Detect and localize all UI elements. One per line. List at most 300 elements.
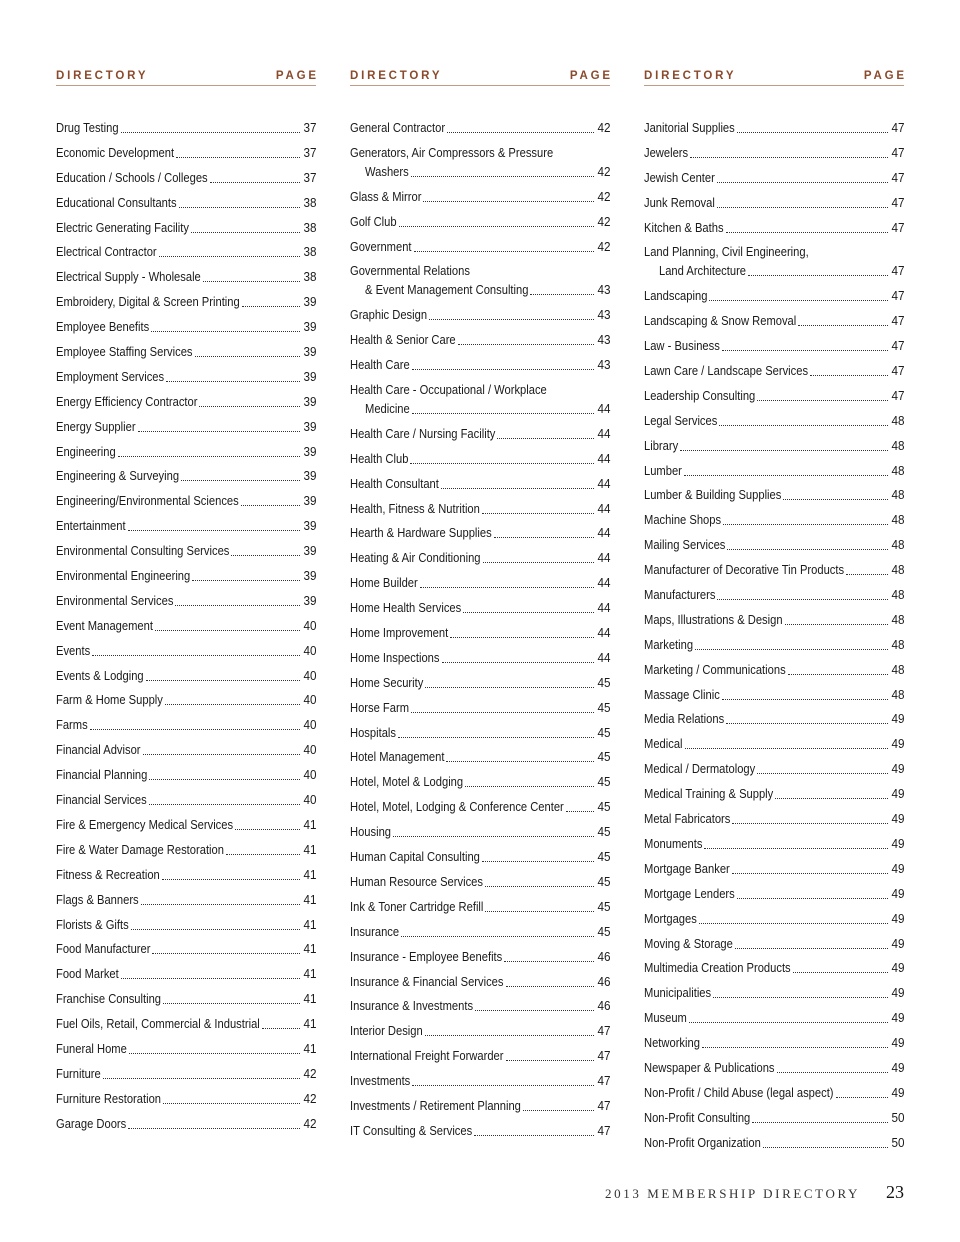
entry-page: 48 xyxy=(890,686,904,702)
entry-page: 44 xyxy=(596,450,610,466)
dot-leader xyxy=(689,1022,888,1023)
entry-name: Marketing / Communications xyxy=(644,661,786,677)
directory-entry xyxy=(350,449,610,468)
directory-entry xyxy=(644,834,904,853)
entry-page: 40 xyxy=(302,617,316,633)
dot-leader xyxy=(412,1085,593,1086)
directory-entry xyxy=(350,305,610,324)
directory-entry xyxy=(350,355,610,374)
entry-name: Newspaper & Publications xyxy=(644,1059,775,1075)
entry-name: Medical / Dermatology xyxy=(644,761,756,777)
entry-name: Non-Profit Organization xyxy=(644,1134,761,1150)
directory-heading: DIRECTORY xyxy=(644,70,737,82)
directory-entry xyxy=(644,461,904,480)
dot-leader xyxy=(702,1047,888,1048)
entry-page: 44 xyxy=(596,550,610,566)
entry-name: Law - Business xyxy=(644,338,720,354)
entry-page: 49 xyxy=(890,835,904,851)
directory-entry xyxy=(350,143,610,181)
entry-page: 47 xyxy=(890,169,904,185)
entry-page: 48 xyxy=(890,562,904,578)
directory-entry xyxy=(350,523,610,542)
entry-page: 39 xyxy=(302,368,316,384)
directory-entry xyxy=(350,1096,610,1115)
entry-name: Golf Club xyxy=(350,213,397,229)
dot-leader xyxy=(131,929,300,930)
entry-page: 47 xyxy=(596,1097,610,1113)
directory-entry xyxy=(644,336,904,355)
dot-leader xyxy=(128,1128,299,1129)
directory-entry xyxy=(644,286,904,305)
directory-entry xyxy=(644,411,904,430)
dot-leader xyxy=(210,182,300,183)
dot-leader xyxy=(695,649,887,650)
dot-leader xyxy=(121,132,300,133)
entry-page: 44 xyxy=(596,525,610,541)
entry-name: Massage Clinic xyxy=(644,686,720,702)
entry-page: 48 xyxy=(890,636,904,652)
dot-leader xyxy=(92,655,299,656)
entry-name: Manufacturer of Decorative Tin Products xyxy=(644,562,845,578)
entry-page: 40 xyxy=(302,717,316,733)
dot-leader xyxy=(506,986,594,987)
entry-page: 45 xyxy=(596,873,610,889)
entry-name: Human Capital Consulting xyxy=(350,849,480,865)
directory-entry xyxy=(56,118,316,137)
dot-leader xyxy=(90,729,300,730)
entry-name: Health Club xyxy=(350,450,409,466)
dot-leader xyxy=(181,480,299,481)
column-header xyxy=(644,70,907,86)
directory-entry xyxy=(56,666,316,685)
dot-leader xyxy=(723,524,887,525)
directory-entry xyxy=(644,193,904,212)
entry-text xyxy=(644,242,904,280)
entry-name: Food Manufacturer xyxy=(56,941,151,957)
directory-entry xyxy=(350,1021,610,1040)
entry-page: 44 xyxy=(596,600,610,616)
directory-entry xyxy=(56,591,316,610)
entry-name: Interior Design xyxy=(350,1023,423,1039)
entry-name: Jewish Center xyxy=(644,169,715,185)
dot-leader xyxy=(165,704,300,705)
entry-name: Health, Fitness & Nutrition xyxy=(350,500,480,516)
entry-page: 38 xyxy=(302,194,316,210)
entry-page: 49 xyxy=(890,860,904,876)
directory-entry xyxy=(350,772,610,791)
dot-leader xyxy=(793,972,888,973)
entry-continuation-row xyxy=(644,261,904,280)
dot-leader xyxy=(241,505,300,506)
dot-leader xyxy=(463,612,593,613)
directory-entry xyxy=(56,740,316,759)
entry-name: Embroidery, Digital & Screen Printing xyxy=(56,294,240,310)
dot-leader xyxy=(446,761,593,762)
entry-page: 46 xyxy=(596,948,610,964)
directory-entry xyxy=(350,996,610,1015)
entry-name: Employee Benefits xyxy=(56,319,150,335)
directory-entry xyxy=(350,380,610,418)
dot-leader xyxy=(757,773,887,774)
dot-leader xyxy=(788,674,888,675)
entry-name: Flags & Banners xyxy=(56,891,139,907)
column-header xyxy=(350,70,613,86)
entry-name: Employment Services xyxy=(56,368,165,384)
directory-entry xyxy=(56,1064,316,1083)
entry-page: 40 xyxy=(302,667,316,683)
entry-page: 41 xyxy=(302,866,316,882)
dot-leader xyxy=(763,1147,888,1148)
dot-leader xyxy=(191,232,300,233)
entry-page: 47 xyxy=(890,338,904,354)
entry-page: 49 xyxy=(890,761,904,777)
dot-leader xyxy=(726,723,887,724)
dot-leader xyxy=(485,886,594,887)
entry-name: Museum xyxy=(644,1010,687,1026)
dot-leader xyxy=(425,687,593,688)
entry-name: Environmental Consulting Services xyxy=(56,543,230,559)
dot-leader xyxy=(717,207,888,208)
entry-continuation-row xyxy=(350,399,610,418)
directory-entry xyxy=(350,947,610,966)
directory-entry xyxy=(644,709,904,728)
dot-leader xyxy=(680,450,887,451)
dot-leader xyxy=(143,754,300,755)
dot-leader xyxy=(411,712,594,713)
dot-leader xyxy=(129,1053,300,1054)
dot-leader xyxy=(412,413,594,414)
dot-leader xyxy=(176,157,299,158)
entry-name: Mortgage Lenders xyxy=(644,885,735,901)
entry-page: 44 xyxy=(596,625,610,641)
directory-entry xyxy=(644,934,904,953)
entry-page: 49 xyxy=(890,1059,904,1075)
entry-name: Glass & Mirror xyxy=(350,188,422,204)
dot-leader xyxy=(690,157,887,158)
entry-page: 39 xyxy=(302,468,316,484)
dot-leader xyxy=(699,923,888,924)
entry-name: Government xyxy=(350,238,412,254)
directory-entry xyxy=(644,485,904,504)
entry-name: Horse Farm xyxy=(350,699,410,715)
entry-page: 42 xyxy=(596,213,610,229)
directory-entry xyxy=(56,317,316,336)
directory-entry xyxy=(56,815,316,834)
directory-entry xyxy=(56,915,316,934)
entry-name: Funeral Home xyxy=(56,1040,127,1056)
directory-entry xyxy=(350,499,610,518)
directory-entry xyxy=(56,267,316,286)
directory-entry xyxy=(56,442,316,461)
entry-name: Financial Planning xyxy=(56,767,148,783)
directory-entry xyxy=(644,610,904,629)
directory-entry xyxy=(644,784,904,803)
entry-name: Farm & Home Supply xyxy=(56,692,163,708)
dot-leader xyxy=(474,1135,593,1136)
directory-entry xyxy=(350,648,610,667)
dot-leader xyxy=(179,207,300,208)
entry-name: Multimedia Creation Products xyxy=(644,960,791,976)
entry-name: Farms xyxy=(56,717,88,733)
entry-page: 41 xyxy=(302,841,316,857)
entry-name: Medical xyxy=(644,736,683,752)
entry-page: 42 xyxy=(302,1065,316,1081)
entry-page: 50 xyxy=(890,1134,904,1150)
entry-name: Medical Training & Supply xyxy=(644,786,774,802)
entry-name: Events xyxy=(56,642,91,658)
entry-page: 50 xyxy=(890,1109,904,1125)
entry-name: Hospitals xyxy=(350,724,396,740)
entry-page: 45 xyxy=(596,824,610,840)
dot-leader xyxy=(482,861,594,862)
entry-page: 46 xyxy=(596,998,610,1014)
directory-column-3 xyxy=(644,70,907,1158)
entry-page: 47 xyxy=(890,120,904,135)
entry-page: 45 xyxy=(596,849,610,865)
entry-name: Health Care / Nursing Facility xyxy=(350,425,496,441)
dot-leader xyxy=(713,997,887,998)
entry-name: Insurance xyxy=(350,923,400,939)
entry-page: 38 xyxy=(302,269,316,285)
entry-name: Mailing Services xyxy=(644,537,726,553)
entry-page: 43 xyxy=(596,307,610,323)
entry-page: 47 xyxy=(596,1073,610,1089)
entry-name: Mortgage Banker xyxy=(644,860,730,876)
entry-text xyxy=(350,143,610,181)
dot-leader xyxy=(411,176,594,177)
directory-entry xyxy=(644,1133,904,1152)
directory-entry xyxy=(644,635,904,654)
entry-name: Engineering & Surveying xyxy=(56,468,180,484)
entry-name: Leadership Consulting xyxy=(644,387,756,403)
entry-page: 42 xyxy=(596,238,610,254)
dot-leader xyxy=(398,737,594,738)
dot-leader xyxy=(783,499,887,500)
directory-entry xyxy=(350,698,610,717)
entry-list xyxy=(350,118,610,1140)
entry-name: Moving & Storage xyxy=(644,935,733,951)
entry-name: Marketing xyxy=(644,636,694,652)
entry-page: 44 xyxy=(596,649,610,665)
entry-name: Maps, Illustrations & Design xyxy=(644,611,783,627)
entry-name: Investments xyxy=(350,1073,411,1089)
entry-name: Environmental Services xyxy=(56,592,174,608)
entry-name: Education / Schools / Colleges xyxy=(56,169,208,185)
entry-page: 45 xyxy=(596,898,610,914)
dot-leader xyxy=(810,375,887,376)
entry-name: Lumber xyxy=(644,462,682,478)
entry-name: Garage Doors xyxy=(56,1115,127,1131)
entry-page: 49 xyxy=(890,960,904,976)
entry-name: Event Management xyxy=(56,617,153,633)
entry-page: 49 xyxy=(890,736,904,752)
directory-entry xyxy=(56,392,316,411)
entry-page: 44 xyxy=(596,425,610,441)
dot-leader xyxy=(836,1097,888,1098)
directory-entry xyxy=(644,759,904,778)
directory-entry xyxy=(644,685,904,704)
entry-page: 40 xyxy=(302,642,316,658)
directory-entry xyxy=(350,1121,610,1140)
dot-leader xyxy=(423,201,593,202)
entry-name: Financial Services xyxy=(56,792,147,808)
entry-name: Networking xyxy=(644,1035,700,1051)
entry-name: Health Consultant xyxy=(350,475,439,491)
entry-name-continued: & Event Management Consulting xyxy=(365,282,529,298)
entry-page: 42 xyxy=(596,163,610,179)
directory-entry xyxy=(56,690,316,709)
directory-entry xyxy=(56,168,316,187)
entry-page: 45 xyxy=(596,674,610,690)
dot-leader xyxy=(412,369,594,370)
entry-name: Energy Efficiency Contractor xyxy=(56,393,198,409)
entry-name: Employee Staffing Services xyxy=(56,344,193,360)
entry-page: 37 xyxy=(302,120,316,135)
entry-name: Ink & Toner Cartridge Refill xyxy=(350,898,484,914)
directory-entry xyxy=(644,859,904,878)
entry-name: Generators, Air Compressors & Pressure xyxy=(350,144,554,160)
dot-leader xyxy=(203,281,300,282)
dot-leader xyxy=(393,836,594,837)
dot-leader xyxy=(141,904,300,905)
entry-page: 47 xyxy=(890,144,904,160)
entry-page: 47 xyxy=(890,194,904,210)
entry-page: 39 xyxy=(302,518,316,534)
directory-entry xyxy=(350,872,610,891)
entry-name: Home Health Services xyxy=(350,600,462,616)
entry-page: 49 xyxy=(890,885,904,901)
entry-name: Lawn Care / Landscape Services xyxy=(644,363,809,379)
dot-leader xyxy=(235,829,299,830)
entry-page: 41 xyxy=(302,1040,316,1056)
entry-page: 39 xyxy=(302,592,316,608)
entry-name: Hotel, Motel, Lodging & Conference Center xyxy=(350,799,564,815)
entry-text xyxy=(350,380,610,418)
entry-name: Food Market xyxy=(56,966,119,982)
entry-name: Municipalities xyxy=(644,985,712,1001)
entry-page: 49 xyxy=(890,1084,904,1100)
entry-page: 38 xyxy=(302,244,316,260)
directory-entry xyxy=(644,909,904,928)
directory-entry xyxy=(644,535,904,554)
page-heading: PAGE xyxy=(863,70,907,82)
entry-page: 45 xyxy=(596,774,610,790)
dot-leader xyxy=(103,1078,300,1079)
entry-page: 43 xyxy=(596,332,610,348)
entry-page: 39 xyxy=(302,443,316,459)
directory-entry xyxy=(56,964,316,983)
directory-entry xyxy=(56,641,316,660)
dot-leader xyxy=(737,898,888,899)
entry-name: Governmental Relations xyxy=(350,263,470,279)
entry-name: Financial Advisor xyxy=(56,742,141,758)
entry-name: Housing xyxy=(350,824,392,840)
dot-leader xyxy=(420,587,594,588)
directory-entry xyxy=(644,958,904,977)
directory-entry xyxy=(56,865,316,884)
dot-leader xyxy=(775,798,887,799)
dot-leader xyxy=(722,350,888,351)
entry-name: Mortgages xyxy=(644,910,697,926)
entry-page: 41 xyxy=(302,816,316,832)
directory-entry xyxy=(56,566,316,585)
dot-leader xyxy=(506,1060,594,1061)
entry-page: 43 xyxy=(596,357,610,373)
entry-name: Entertainment xyxy=(56,518,126,534)
dot-leader xyxy=(401,936,593,937)
dot-leader xyxy=(735,948,888,949)
page-heading: PAGE xyxy=(275,70,319,82)
dot-leader xyxy=(684,475,888,476)
directory-entry xyxy=(644,168,904,187)
dot-leader xyxy=(748,275,888,276)
entry-page: 44 xyxy=(596,500,610,516)
directory-entry xyxy=(56,890,316,909)
entry-page: 41 xyxy=(302,1016,316,1032)
directory-entry xyxy=(644,242,904,280)
column-header xyxy=(56,70,319,86)
entry-page: 39 xyxy=(302,418,316,434)
footer-title: 2013 MEMBERSHIP DIRECTORY xyxy=(605,1186,860,1201)
directory-entry xyxy=(644,1008,904,1027)
entry-text xyxy=(350,261,610,299)
dot-leader xyxy=(494,537,594,538)
dot-leader xyxy=(727,549,887,550)
entry-page: 41 xyxy=(302,966,316,982)
dot-leader xyxy=(785,624,888,625)
entry-page: 49 xyxy=(890,711,904,727)
directory-heading: DIRECTORY xyxy=(56,70,149,82)
entry-name: Insurance & Financial Services xyxy=(350,973,504,989)
entry-page: 48 xyxy=(890,587,904,603)
entry-page: 39 xyxy=(302,344,316,360)
dot-leader xyxy=(709,300,887,301)
entry-name: Insurance - Employee Benefits xyxy=(350,948,503,964)
entry-name: Home Improvement xyxy=(350,625,449,641)
entry-name: Furniture Restoration xyxy=(56,1090,162,1106)
entry-name: Library xyxy=(644,437,679,453)
directory-entry xyxy=(644,809,904,828)
dot-leader xyxy=(149,779,299,780)
dot-leader xyxy=(152,953,299,954)
entry-name: Heating & Air Conditioning xyxy=(350,550,481,566)
entry-page: 41 xyxy=(302,941,316,957)
directory-entry xyxy=(350,237,610,256)
entry-name: Fire & Emergency Medical Services xyxy=(56,816,234,832)
dot-leader xyxy=(195,356,300,357)
entry-page: 47 xyxy=(596,1122,610,1138)
entry-page: 40 xyxy=(302,767,316,783)
directory-entry xyxy=(644,386,904,405)
entry-page: 40 xyxy=(302,742,316,758)
entry-name: Home Inspections xyxy=(350,649,440,665)
directory-entry xyxy=(56,342,316,361)
entry-name: Hotel Management xyxy=(350,749,445,765)
dot-leader xyxy=(737,132,888,133)
entry-page: 39 xyxy=(302,393,316,409)
entry-name: Land Planning, Civil Engineering, xyxy=(644,244,809,260)
directory-entry xyxy=(350,847,610,866)
dot-leader xyxy=(458,344,594,345)
entry-name: Health & Senior Care xyxy=(350,332,456,348)
directory-column-2 xyxy=(350,70,613,1146)
entry-page: 39 xyxy=(302,568,316,584)
page-footer xyxy=(605,1182,904,1203)
entry-name: Legal Services xyxy=(644,412,718,428)
directory-entry xyxy=(56,491,316,510)
dot-leader xyxy=(566,811,594,812)
entry-page: 47 xyxy=(890,219,904,235)
